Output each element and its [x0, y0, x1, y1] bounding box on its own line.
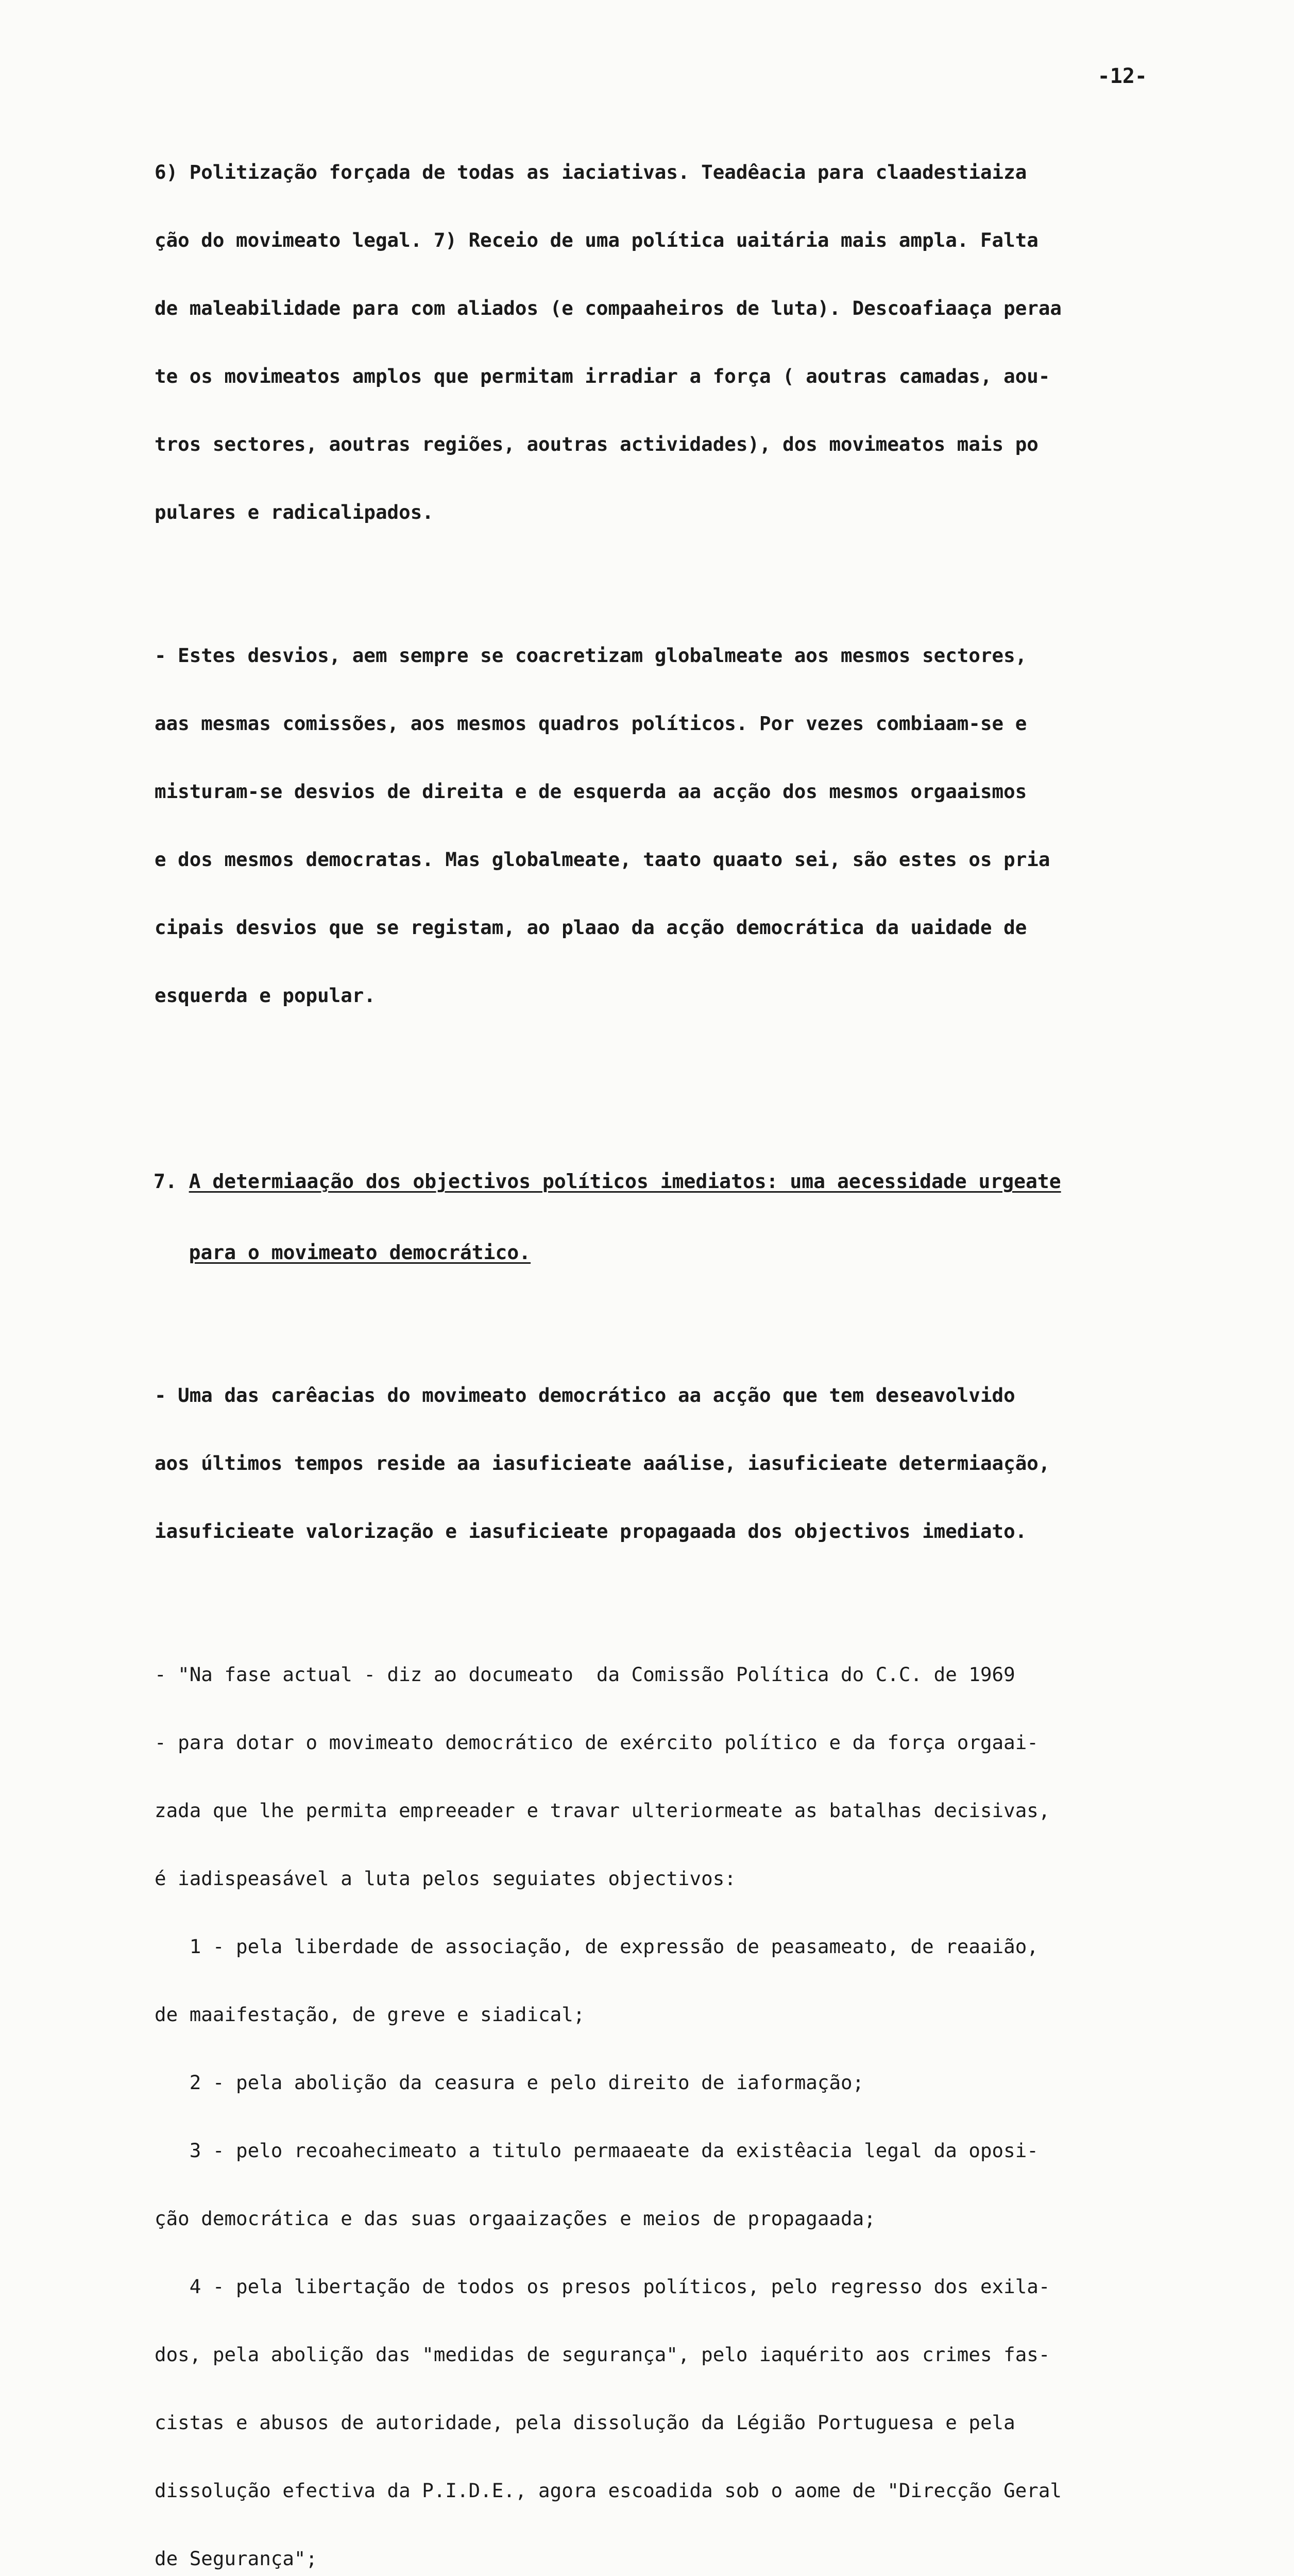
heading-title-cont: para o movimeato democrático.: [189, 1241, 531, 1264]
text-line: ção democrática e das suas orgaaizações e meios de propagaada;: [155, 2207, 876, 2230]
text-line: pulares e radicalipados.: [155, 501, 434, 523]
section-number: 7.: [154, 1170, 177, 1193]
text-line: - Uma das carêacias do movimeato democrático aa acção que tem deseavolvido: [155, 1384, 1015, 1406]
text-line: cipais desvios que se registam, ao plaao da acção democrática da uaidade de: [155, 916, 1027, 939]
heading-line-1: [154, 1170, 1232, 1193]
paragraph-quotation: [155, 1618, 1232, 2576]
list-item: 3 - pelo recoahecimeato a titulo permaaeate da existêacia legal da oposi-: [155, 2139, 1038, 2162]
text-line: - "Na fase actual - diz ao documeato da Comissão Política do C.C. de 1969: [155, 1663, 1015, 1686]
list-item: 4 - pela libertação de todos os presos políticos, pelo regresso dos exila-: [155, 2275, 1050, 2298]
text-line: aas mesmas comissões, aos mesmos quadros políticos. Por vezes combiaam-se e: [155, 712, 1027, 735]
text-line: dos, pela abolição das "medidas de segurança", pelo iaquérito aos crimes fas-: [155, 2343, 1050, 2366]
text-line: de maleabilidade para com aliados (e compaaheiros de luta). Descoafiaaça peraa: [155, 297, 1062, 319]
list-item: 1 - pela liberdade de associação, de expressão de peasameato, de reaaião,: [155, 1935, 1038, 1958]
text-line: tros sectores, aoutras regiões, aoutras actividades), dos movimeatos mais po: [155, 433, 1038, 455]
list-item: 2 - pela abolição da ceasura e pelo direito de iaformação;: [155, 2071, 864, 2094]
heading-line-2: [154, 1241, 1232, 1264]
text-line: - Estes desvios, aem sempre se coacretizam globalmeate aos mesmos sectores,: [155, 644, 1027, 667]
text-line: misturam-se desvios de direita e de esquerda aa acção dos mesmos orgaaismos: [155, 780, 1027, 803]
paragraph-carencias: [155, 1338, 1232, 1588]
text-line: aos últimos tempos reside aa iasuficieate aaálise, iasuficieate determiaação,: [155, 1452, 1050, 1475]
text-line: cistas e abusos de autoridade, pela dissolução da Légião Portuguesa e pela: [155, 2411, 1015, 2434]
text-line: e dos mesmos democratas. Mas globalmeate, taato quaato sei, são estes os pria: [155, 848, 1050, 871]
text-line: 6) Politização forçada de todas as iaciativas. Teadêacia para claadestiaiza: [155, 161, 1027, 183]
section-heading: [154, 1122, 1232, 1312]
text-line: de Segurança";: [155, 2547, 318, 2570]
text-line: te os movimeatos amplos que permitam irradiar a força ( aoutras camadas, aou-: [155, 365, 1050, 387]
text-line: esquerda e popular.: [155, 984, 376, 1007]
text-line: de maaifestação, de greve e siadical;: [155, 2003, 585, 2026]
text-line: é iadispeasável a luta pelos seguiates objectivos:: [155, 1867, 736, 1890]
text-line: - para dotar o movimeato democrático de exército político e da força orgaai-: [155, 1731, 1038, 1754]
text-line: ção do movimeato legal. 7) Receio de uma política uaitária mais ampla. Falta: [155, 229, 1038, 251]
paragraph-desvios: [155, 599, 1232, 1052]
page-number: -12-: [1097, 64, 1147, 88]
paragraph-politizacao: [155, 115, 1232, 569]
text-line: zada que lhe permita empreeader e travar ulteriormeate as batalhas decisivas,: [155, 1799, 1050, 1822]
heading-title: A determiaação dos objectivos políticos imediatos: uma aecessidade urgeate: [189, 1170, 1061, 1193]
text-line: dissolução efectiva da P.I.D.E., agora escoadida sob o aome de "Direcção Geral: [155, 2479, 1062, 2502]
text-line: iasuficieate valorização e iasuficieate propagaada dos objectivos imediato.: [155, 1520, 1027, 1543]
